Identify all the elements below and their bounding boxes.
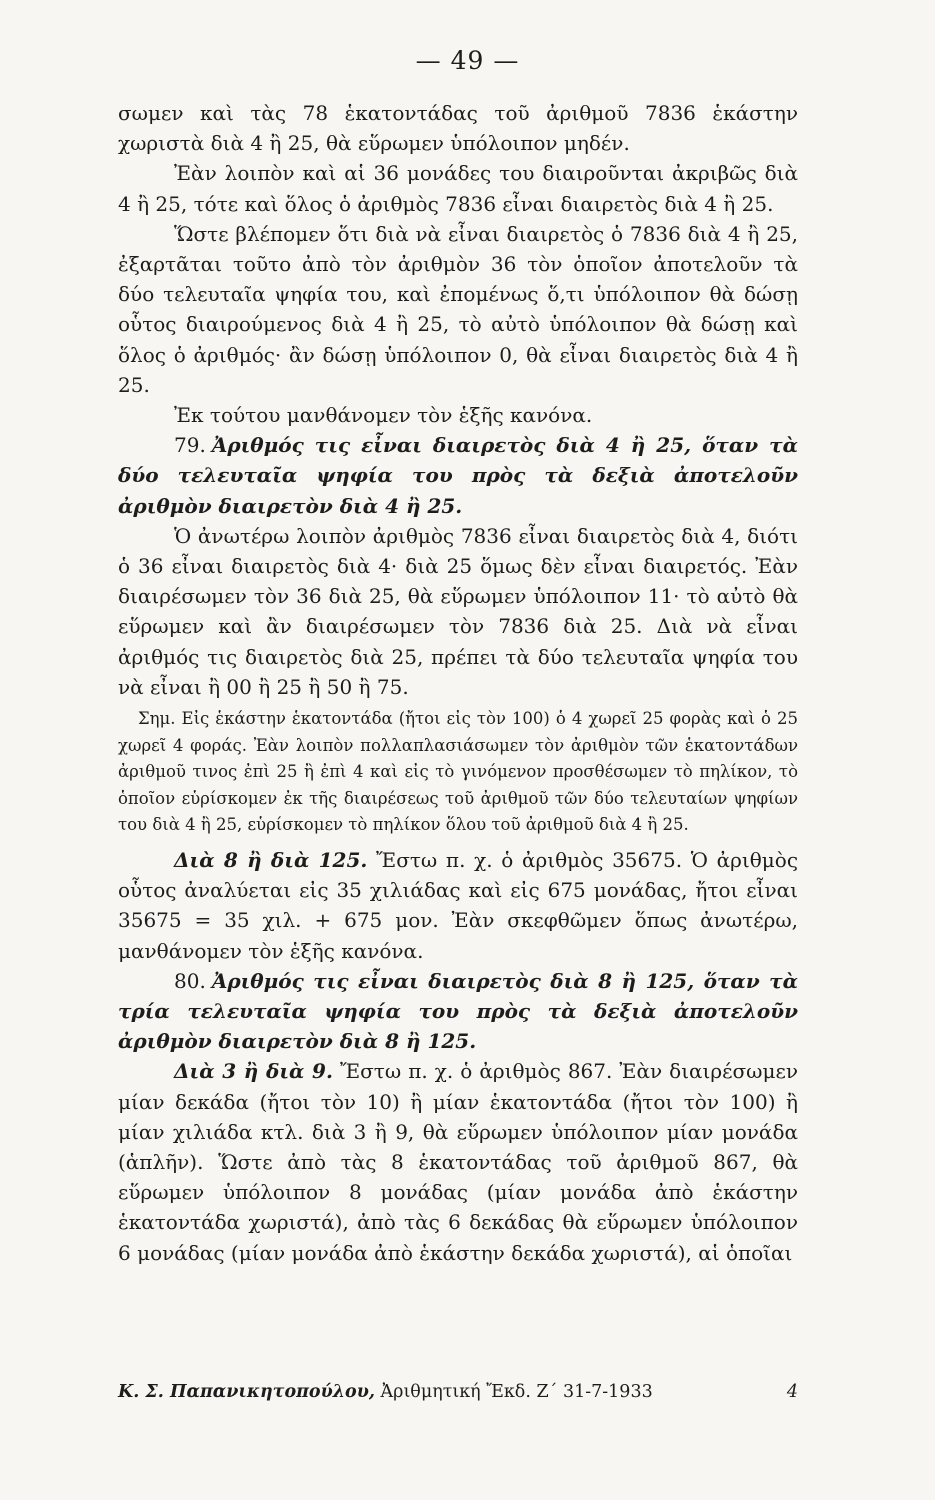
footnote: Σημ. Εἰς ἑκάστην ἑκατοντάδα (ἤτοι εἰς τὸν 100) ὁ 4 χωρεῖ 25 φορὰς καὶ ὁ 25 χωρεῖ 4 φοράς. Ἐὰν λοιπὸν πολλαπλασιάσωμεν τὸν ἀριθμὸν τῶν ἑκατοντάδων ἀριθμοῦ τινος ἐπὶ 25 ἢ ἐπὶ 4 καὶ εἰς τὸ γινόμενον προσθέσωμεν τὸ πηλίκον, τὸ ὁποῖον εὑρίσκομεν ἐκ τῆς διαιρέσεως τοῦ ἀριθμοῦ τῶν δύο τελευταίων ψηφίων του διὰ 4 ἢ 25, εὑρίσκομεν τὸ πηλίκον ὅλου τοῦ ἀριθμοῦ διὰ 4 ἢ 25. bbox=[118, 709, 798, 835]
paragraph-continuation: σωμεν καὶ τὰς 78 ἑκατοντάδας τοῦ ἀριθμοῦ 7836 ἑκάστην χωριστὰ διὰ 4 ἢ 25, θὰ εὕρωμεν ὑπόλοιπον μηδέν. bbox=[118, 101, 798, 156]
rule-79 bbox=[118, 430, 798, 521]
rule-80 bbox=[118, 966, 798, 1057]
page-number: — 49 — bbox=[415, 46, 520, 75]
subsection-8-125 bbox=[118, 845, 798, 966]
paragraph: Ὥστε βλέπομεν ὅτι διὰ νὰ εἶναι διαιρετὸς ὁ 7836 διὰ 4 ἢ 25, ἐξαρτᾶται τοῦτο ἀπὸ τὸν ἀριθμὸν 36 τὸν ὁποῖον ἀποτελοῦν τὰ δύο τελευταῖα ψηφία του, καὶ ἐπομένως ὅ,τι ὑπόλοιπον θὰ δώσῃ οὗτος διαιρούμενος διὰ 4 ἢ 25, τὸ αὐτὸ ὑπόλοιπον θὰ δώσῃ καὶ ὅλος ὁ ἀριθμός· ἂν δώσῃ ὑπόλοιπον 0, θὰ εἶναι διαιρετὸς διὰ 4 ἢ 25. bbox=[118, 221, 798, 397]
footer-citation bbox=[118, 1382, 653, 1402]
subsection-heading: Διὰ 3 ἢ διὰ 9. bbox=[174, 1059, 333, 1084]
rule-text: Ἀριθμός τις εἶναι διαιρετὸς διὰ 8 ἢ 125, ὅταν τὰ τρία τελευταῖα ψηφία του πρὸς τὰ δεξιὰ ἀποτελοῦν ἀριθμὸν διαιρετὸν διὰ 8 ἢ 125. bbox=[118, 968, 798, 1054]
subsection-3-9 bbox=[118, 1056, 798, 1267]
page-footer bbox=[118, 1382, 798, 1402]
rule-text: Ἀριθμός τις εἶναι διαιρετὸς διὰ 4 ἢ 25, ὅταν τὰ δύο τελευταῖα ψηφία του πρὸς τὰ δεξιὰ ἀποτελοῦν ἀριθμὸν διαιρετὸν διὰ 4 ἢ 25. bbox=[118, 433, 798, 518]
rule-number: 80. bbox=[174, 968, 206, 993]
paragraph: Ἐὰν λοιπὸν καὶ αἱ 36 μονάδες του διαιροῦνται ἀκριβῶς διὰ 4 ἢ 25, τότε καὶ ὅλος ὁ ἀριθμὸς 7836 εἶναι διαιρετὸς διὰ 4 ἢ 25. bbox=[118, 161, 798, 216]
paragraph: Ἐκ τούτου μανθάνομεν τὸν ἑξῆς κανόνα. bbox=[174, 403, 593, 428]
paragraph: Ὁ ἀνωτέρω λοιπὸν ἀριθμὸς 7836 εἶναι διαιρετὸς διὰ 4, διότι ὁ 36 εἶναι διαιρετὸς διὰ 4· διὰ 25 ὅμως δὲν εἶναι διαιρετός. Ἐὰν διαιρέσωμεν τὸν 36 διὰ 25, θὰ εὕρωμεν ὑπόλοιπον 11· τὸ αὐτὸ θὰ εὕρωμεν καὶ ἂν διαιρέσωμεν τὸν 7836 διὰ 25. Διὰ νὰ εἶναι ἀριθμός τις διαιρετὸς διὰ 25, πρέπει τὰ δύο τελευταῖα ψηφία του νὰ εἶναι ἢ 00 ἢ 25 ἢ 50 ἢ 75. bbox=[118, 523, 798, 699]
body-text bbox=[118, 98, 798, 1268]
rule-number: 79. bbox=[174, 433, 206, 458]
footer-title: Ἀριθμητική Ἔκδ. Ζ΄ 31-7-1933 bbox=[380, 1382, 653, 1402]
footer-author: Κ. Σ. Παπανικητοπούλου, bbox=[118, 1382, 375, 1402]
footer-signature: 4 bbox=[786, 1382, 798, 1402]
subsection-heading: Διὰ 8 ἢ διὰ 125. bbox=[174, 848, 368, 873]
subsection-text: Ἔστω π. χ. ὁ ἀριθμὸς 35675. Ὁ ἀριθμὸς οὗτος ἀναλύεται εἰς 35 χιλιάδας καὶ εἰς 675 μονάδας, ἤτοι εἶναι 35675 = 35 χιλ. + 675 μον. Ἐὰν σκεφθῶμεν ὅπως ἀνωτέρω, μανθάνομεν τὸν ἑξῆς κανόνα. bbox=[118, 848, 799, 963]
subsection-text: Ἔστω π. χ. ὁ ἀριθμὸς 867. Ἐὰν διαιρέσωμεν μίαν δεκάδα (ἤτοι τὸν 10) ἢ μίαν ἑκατοντάδα (ἤτοι τὸν 100) ἢ μίαν χιλιάδα κτλ. διὰ 3 ἢ 9, θὰ εὕρωμεν ὑπόλοιπον μίαν μονάδα (ἁπλῆν). Ὥστε ἀπὸ τὰς 8 ἑκατοντάδας τοῦ ἀριθμοῦ 867, θὰ εὕρωμεν ὑπόλοιπον 8 μονάδας (μίαν μονάδα ἀπὸ ἑκάστην ἑκατοντάδα χωριστά), ἀπὸ τὰς 6 δεκάδας θὰ εὕρωμεν ὑπόλοιπον 6 μονάδας (μίαν μονάδα ἀπὸ ἑκάστην δεκάδα χωριστά), αἱ ὁποῖαι bbox=[118, 1059, 798, 1265]
